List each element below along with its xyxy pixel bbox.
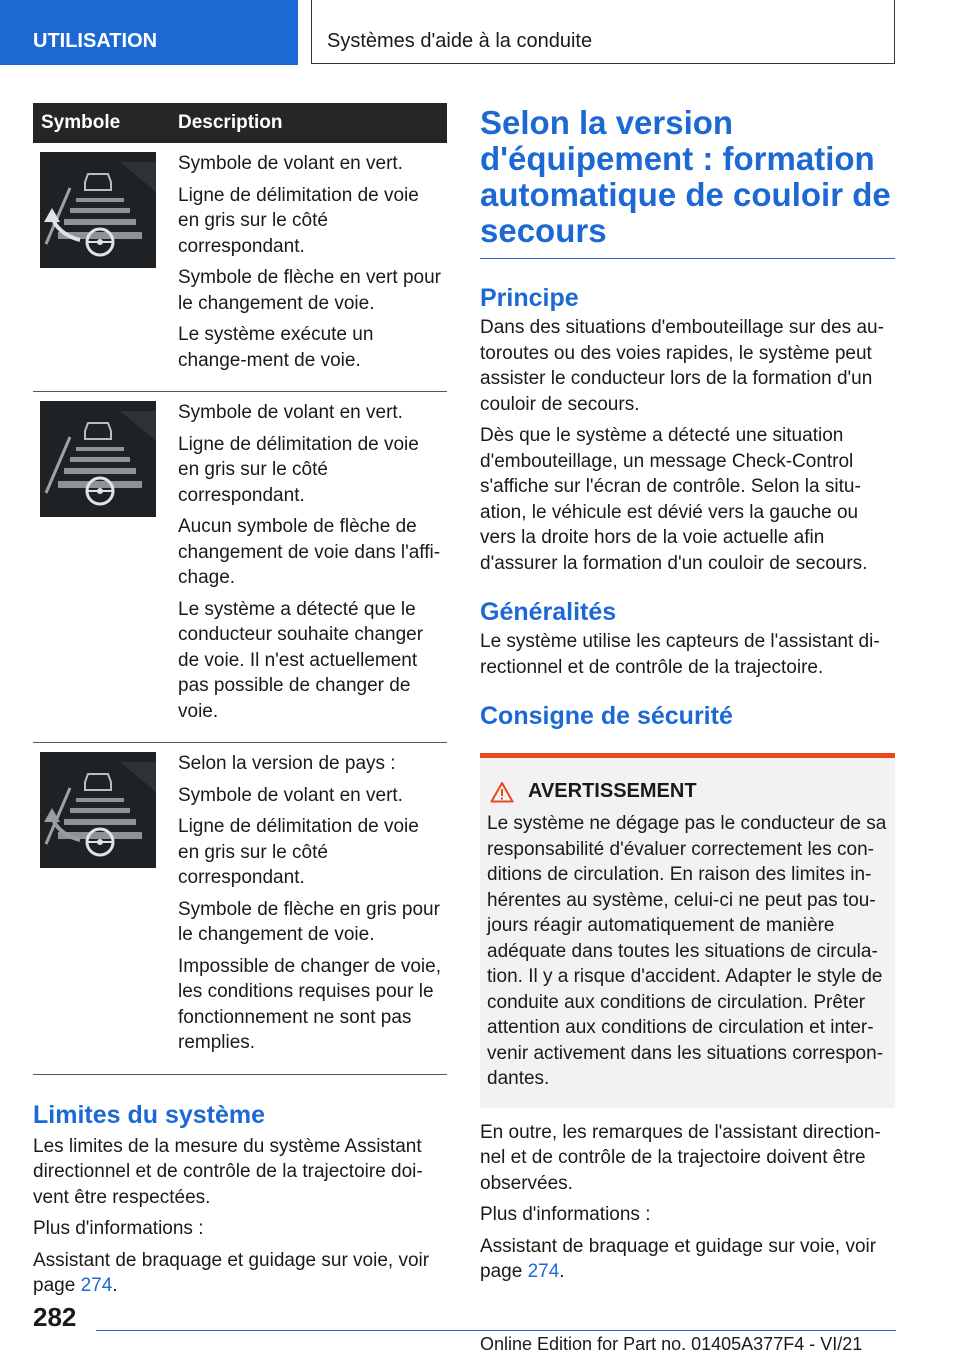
outro-page-link[interactable]: 274 — [527, 1261, 560, 1282]
lane-change-no-arrow-icon — [40, 401, 156, 517]
description-line: Symbole de volant en vert. — [178, 153, 403, 174]
description-line: Symbole de flèche en vert pour le changement de voie. — [178, 267, 441, 314]
principe-heading: Principe — [480, 284, 579, 312]
page-link[interactable]: 274 — [80, 1275, 113, 1296]
principe-paragraph-2: Dès que le système a détecté une situation d'embouteillage, un message Check-Control s'affiche sur l'écran de contrôle. Selon la situ-ation, le véhicule est dévié vers la gauche ou vers la droite hors de la voie actuelle afin d'assurer la formation d'un couloir de secours. — [480, 425, 868, 574]
principe-paragraph-1: Dans des situations d'embouteillage sur des au-toroutes ou des voies rapides, le système peut assister le conducteur lors de la formation d'un couloir de secours. — [480, 317, 884, 415]
right-column — [480, 103, 895, 1291]
description-line: Symbole de flèche en gris pour le changement de voie. — [178, 898, 440, 945]
warning-title — [487, 780, 889, 803]
table-row — [33, 392, 447, 743]
description-line: Impossible de changer de voie, les conditions requises pour le fonctionnement ne sont pas remplies. — [178, 955, 441, 1053]
chapter-title: Systèmes d'aide à la conduite — [311, 0, 895, 64]
left-column — [33, 103, 447, 1305]
description-line: Aucun symbole de flèche de changement de voie dans l'affi-chage. — [178, 516, 441, 588]
reference-paragraph — [33, 1248, 447, 1299]
title-rule — [480, 258, 895, 259]
description-line: Ligne de délimitation de voie en gris sur le côté correspondant. — [178, 433, 419, 506]
generalites-paragraph: Le système utilise les capteurs de l'assistant di-rectionnel et de contrôle de la trajectoire. — [480, 631, 880, 678]
outro-reference-period: . — [559, 1261, 565, 1282]
section-tab[interactable]: UTILISATION — [0, 0, 298, 65]
reference-text: Assistant de braquage et guidage sur voie, voir page — [33, 1249, 430, 1296]
outro-more-info: Plus d'informations : — [480, 1204, 651, 1225]
table-row — [33, 743, 447, 1075]
page-title: Selon la version d'équipement : formation automatique de couloir de secours — [480, 104, 891, 249]
warning-triangle-icon — [490, 781, 514, 803]
more-info-label: Plus d'informations : — [33, 1218, 204, 1239]
generalites-heading: Généralités — [480, 598, 617, 626]
description-line: Ligne de délimitation de voie en gris sur le côté correspondant. — [178, 184, 419, 257]
table-row — [33, 143, 447, 392]
limites-paragraph: Les limites de la mesure du système Assistant directionnel et de contrôle de la trajectoire doi-vent être respectées. — [33, 1135, 423, 1208]
description-line: Symbole de volant en vert. — [178, 402, 403, 423]
symbol-table — [33, 103, 447, 1075]
reference-period: . — [112, 1275, 118, 1296]
outro-reference-text: Assistant de braquage et guidage sur voie, voir page — [480, 1235, 877, 1282]
consigne-heading: Consigne de sécurité — [480, 702, 733, 730]
description-line: Symbole de volant en vert. — [178, 784, 403, 806]
footer-edition: Online Edition for Part no. 01405A377F4 - VI/21 — [480, 1334, 863, 1354]
outro-paragraph: En outre, les remarques de l'assistant direction-nel et de contrôle de la trajectoire doivent être observées. — [480, 1121, 881, 1194]
footer-rule — [96, 1330, 896, 1331]
description-line: Selon la version de pays : — [178, 753, 396, 774]
col-header-symbol: Symbole — [33, 103, 170, 143]
warning-box — [480, 753, 895, 1108]
warning-text: Le système ne dégage pas le conducteur de sa responsabilité d'évaluer correctement les con-ditions de circulation. En raison des limites in-hérentes au système, celui-ci ne peut pas tou-jours réagir automatiquement de manière adéquate dans toutes les situations de circula-tion. Il y a risque d'accident. Adapter le style de conduite aux conditions de circulation. Prêter attention aux conditions de circulation et inter-venir activement dans les situations correspon-dantes. — [487, 813, 887, 1089]
lane-change-grey-arrow-icon — [40, 752, 156, 868]
limites-heading: Limites du système — [33, 1100, 266, 1129]
lane-change-green-arrow-icon — [40, 152, 156, 268]
description-line: Le système exécute un change-ment de voie. — [178, 324, 374, 371]
description-line: Ligne de délimitation de voie en gris sur le côté correspondant. — [178, 816, 419, 888]
description-line: Le système a détecté que le conducteur souhaite changer de voie. Il n'est actuellement pas possible de changer de voie. — [178, 598, 424, 722]
outro-reference — [480, 1234, 895, 1285]
page-number: 282 — [33, 1302, 77, 1332]
warning-title-text: AVERTISSEMENT — [528, 780, 697, 802]
col-header-description: Description — [170, 103, 447, 143]
